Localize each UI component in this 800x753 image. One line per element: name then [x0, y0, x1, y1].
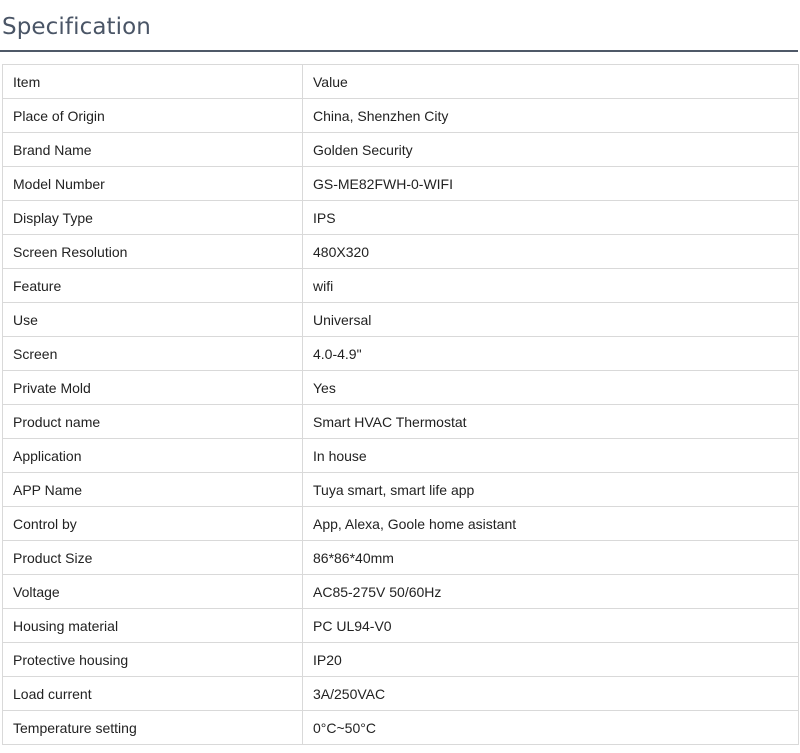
row-value-cell: 86*86*40mm	[303, 541, 799, 575]
row-value-cell: Yes	[303, 371, 799, 405]
row-item-cell: Feature	[3, 269, 303, 303]
row-value-cell: GS-ME82FWH-0-WIFI	[303, 167, 799, 201]
table-row	[3, 643, 799, 677]
row-item-cell: Housing material	[3, 609, 303, 643]
row-item-cell: Control by	[3, 507, 303, 541]
row-value-cell: PC UL94-V0	[303, 609, 799, 643]
header-item: Item	[3, 65, 303, 99]
row-value-cell: 4.0-4.9"	[303, 337, 799, 371]
table-row	[3, 337, 799, 371]
row-value-cell: IP20	[303, 643, 799, 677]
row-item-cell: Protective housing	[3, 643, 303, 677]
row-value-cell: IPS	[303, 201, 799, 235]
header-value: Value	[303, 65, 799, 99]
row-value-cell: wifi	[303, 269, 799, 303]
row-item-cell: Use	[3, 303, 303, 337]
spec-table	[2, 64, 799, 745]
title-divider	[0, 50, 798, 52]
table-row	[3, 99, 799, 133]
row-item-cell: Product name	[3, 405, 303, 439]
table-row	[3, 677, 799, 711]
row-value-cell: App, Alexa, Goole home asistant	[303, 507, 799, 541]
row-item-cell: Product Size	[3, 541, 303, 575]
table-row	[3, 371, 799, 405]
row-value-cell: In house	[303, 439, 799, 473]
row-item-cell: Place of Origin	[3, 99, 303, 133]
table-row	[3, 439, 799, 473]
table-row	[3, 405, 799, 439]
table-row	[3, 609, 799, 643]
row-item-cell: Load current	[3, 677, 303, 711]
row-item-cell: Temperature setting	[3, 711, 303, 745]
table-header-row	[3, 65, 799, 99]
table-row	[3, 167, 799, 201]
row-item-cell: Model Number	[3, 167, 303, 201]
row-value-cell: Universal	[303, 303, 799, 337]
table-row	[3, 133, 799, 167]
table-row	[3, 303, 799, 337]
row-item-cell: Screen	[3, 337, 303, 371]
row-value-cell: AC85-275V 50/60Hz	[303, 575, 799, 609]
table-row	[3, 473, 799, 507]
row-item-cell: Display Type	[3, 201, 303, 235]
row-item-cell: APP Name	[3, 473, 303, 507]
page-title: Specification	[2, 14, 151, 40]
table-row	[3, 235, 799, 269]
row-value-cell: Smart HVAC Thermostat	[303, 405, 799, 439]
table-row	[3, 711, 799, 745]
row-item-cell: Voltage	[3, 575, 303, 609]
row-value-cell: 3A/250VAC	[303, 677, 799, 711]
row-value-cell: 0°C~50°C	[303, 711, 799, 745]
row-value-cell: Golden Security	[303, 133, 799, 167]
table-row	[3, 541, 799, 575]
row-value-cell: Tuya smart, smart life app	[303, 473, 799, 507]
table-row	[3, 575, 799, 609]
spec-table-body	[3, 65, 799, 745]
row-item-cell: Brand Name	[3, 133, 303, 167]
row-item-cell: Application	[3, 439, 303, 473]
row-value-cell: 480X320	[303, 235, 799, 269]
row-item-cell: Private Mold	[3, 371, 303, 405]
table-row	[3, 201, 799, 235]
row-value-cell: China, Shenzhen City	[303, 99, 799, 133]
table-row	[3, 507, 799, 541]
table-row	[3, 269, 799, 303]
row-item-cell: Screen Resolution	[3, 235, 303, 269]
